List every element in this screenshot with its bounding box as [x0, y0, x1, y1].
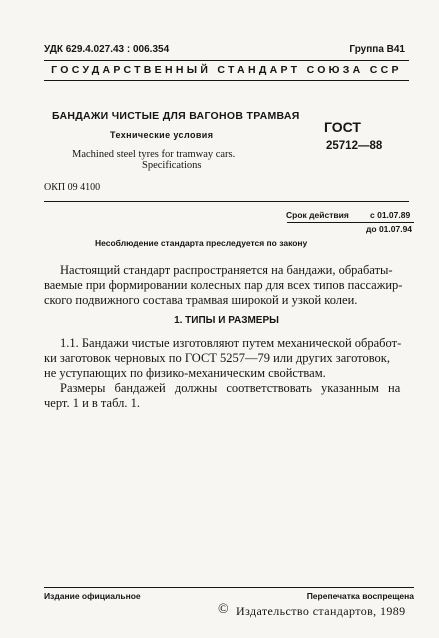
state-standard-banner: ГОСУДАРСТВЕННЫЙ СТАНДАРТ СОЮЗА ССР [51, 64, 402, 76]
gost-number: 25712—88 [326, 140, 383, 152]
group-code: Группа В41 [349, 44, 405, 55]
legal-notice: Несоблюдение стандарта преследуется по закону [95, 238, 308, 248]
validity-from: с 01.07.89 [370, 210, 411, 220]
title-english-line1: Machined steel tyres for tramway cars. [72, 149, 236, 160]
footer-rule [44, 587, 414, 588]
header-rule [44, 60, 409, 61]
document-title: БАНДАЖИ ЧИСТЫЕ ДЛЯ ВАГОНОВ ТРАМВАЯ [52, 110, 300, 122]
intro-line-2: ваемые при формировании колесных пар для всех типов пассажир- [44, 278, 403, 292]
intro-line-1: Настоящий стандарт распространяется на бандажи, обрабаты- [60, 263, 393, 277]
publisher: Издательство стандартов, 1989 [236, 604, 406, 618]
banner-rule [44, 80, 409, 81]
udk-code: УДК 629.4.027.43 : 006.354 [44, 44, 170, 55]
validity-rule [287, 222, 414, 223]
title-english-line2: Specifications [142, 160, 202, 171]
section1-p2-line2: черт. 1 и в табл. 1. [44, 396, 140, 410]
section1-p1-line3: не уступающих по физико-механическим свойствам. [44, 366, 326, 380]
section1-p1-line2: ки заготовок черновых по ГОСТ 5257—79 или других заготовок, [44, 351, 390, 365]
okp-code: ОКП 09 4100 [44, 182, 101, 193]
official-edition: Издание официальное [44, 591, 141, 601]
validity-to: до 01.07.94 [366, 224, 413, 234]
copyright-icon: © [218, 602, 229, 617]
validity-label: Срок действия [286, 210, 349, 220]
document-subtitle: Технические условия [110, 130, 214, 140]
section1-p2-line1: Размеры бандажей должны соответствовать указанным на [60, 381, 401, 395]
intro-line-3: ского подвижного состава трамвая широкой и узкой колеи. [44, 293, 358, 307]
title-block-rule [44, 201, 409, 202]
section-heading: 1. ТИПЫ И РАЗМЕРЫ [174, 315, 279, 326]
gost-label: ГОСТ [324, 119, 361, 135]
reprint-notice: Перепечатка воспрещена [306, 591, 414, 601]
section1-p1-line1: 1.1. Бандажи чистые изготовляют путем механической обработ- [60, 336, 402, 350]
